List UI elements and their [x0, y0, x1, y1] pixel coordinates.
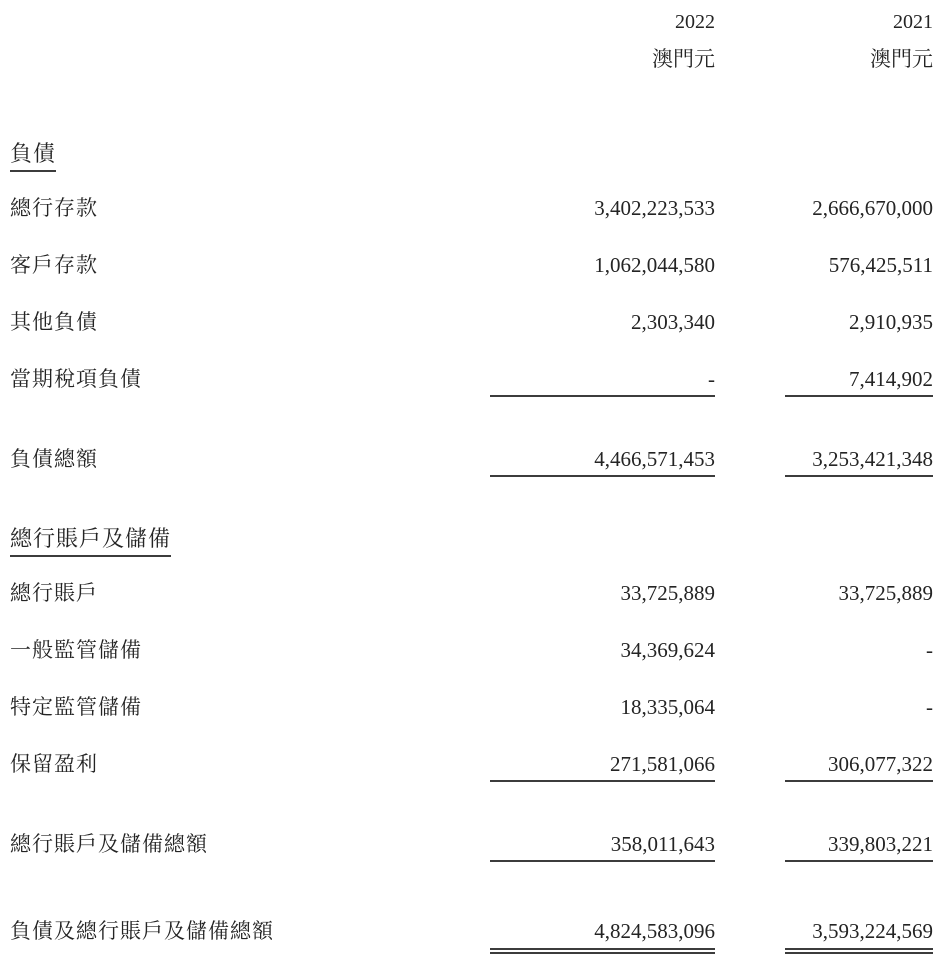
row-value-2021: 576,425,511: [828, 253, 933, 277]
row-value-2021: 3,253,421,348: [785, 445, 933, 477]
row-value-2021: 2,910,935: [849, 310, 933, 334]
row-value-2022: 33,725,889: [620, 581, 715, 605]
table-row-head-office-account: [10, 579, 933, 607]
table-row-other-liabilities: [10, 308, 933, 336]
row-value-2022: 358,011,643: [490, 830, 715, 862]
row-value-2021: 3,593,224,569: [785, 917, 933, 954]
row-value-2022: 3,402,223,533: [594, 196, 715, 220]
year-header-row: [10, 8, 933, 36]
row-value-2022: 34,369,624: [620, 638, 715, 662]
row-value-2021: 306,077,322: [785, 750, 933, 782]
currency-current-label: 澳門元: [652, 47, 715, 71]
table-row-specific-regulatory-reserve: [10, 693, 933, 721]
table-row-retained-earnings: [10, 750, 933, 782]
row-value-2022: 4,824,583,096: [490, 917, 715, 954]
row-value-2022: 4,466,571,453: [490, 445, 715, 477]
row-label: 當期稅項負債: [10, 367, 142, 391]
row-label: 總行賬戶及儲備總額: [10, 832, 208, 856]
row-value-2021: 339,803,221: [785, 830, 933, 862]
section-title-text: 負債: [10, 140, 56, 172]
section-title-liabilities: [10, 140, 933, 172]
row-value-2022: 18,335,064: [620, 695, 715, 719]
row-label: 客戶存款: [10, 253, 98, 277]
row-value-2021: 33,725,889: [838, 581, 933, 605]
row-label: 總行賬戶: [10, 581, 98, 605]
table-row-general-regulatory-reserve: [10, 636, 933, 664]
row-value-2022: -: [490, 365, 715, 397]
currency-prior-label: 澳門元: [870, 47, 933, 71]
row-label: 其他負債: [10, 310, 98, 334]
table-row-total-liabilities: [10, 445, 933, 477]
table-row-current-tax-liabilities: [10, 365, 933, 397]
row-value-2021: -: [926, 638, 933, 662]
table-row-total-liabilities-and-equity: [10, 917, 933, 954]
row-label: 負債總額: [10, 447, 98, 471]
year-prior-label: 2021: [893, 11, 933, 33]
row-label: 一般監管儲備: [10, 638, 142, 662]
section-title-text: 總行賬戶及儲備: [10, 525, 171, 557]
table-row-total-head-office-accounts-reserves: [10, 830, 933, 862]
table-row-head-office-deposits: [10, 194, 933, 222]
row-value-2021: 2,666,670,000: [812, 196, 933, 220]
row-value-2022: 1,062,044,580: [594, 253, 715, 277]
row-value-2022: 2,303,340: [631, 310, 715, 334]
row-value-2021: 7,414,902: [785, 365, 933, 397]
year-current-label: 2022: [675, 11, 715, 33]
row-label: 負債及總行賬戶及儲備總額: [10, 919, 274, 943]
row-label: 保留盈利: [10, 752, 98, 776]
row-label: 總行存款: [10, 196, 98, 220]
currency-header-row: [10, 45, 933, 73]
row-value-2021: -: [926, 695, 933, 719]
table-row-customer-deposits: [10, 251, 933, 279]
row-label: 特定監管儲備: [10, 695, 142, 719]
row-value-2022: 271,581,066: [490, 750, 715, 782]
section-title-head-office-accounts-reserves: [10, 525, 933, 557]
